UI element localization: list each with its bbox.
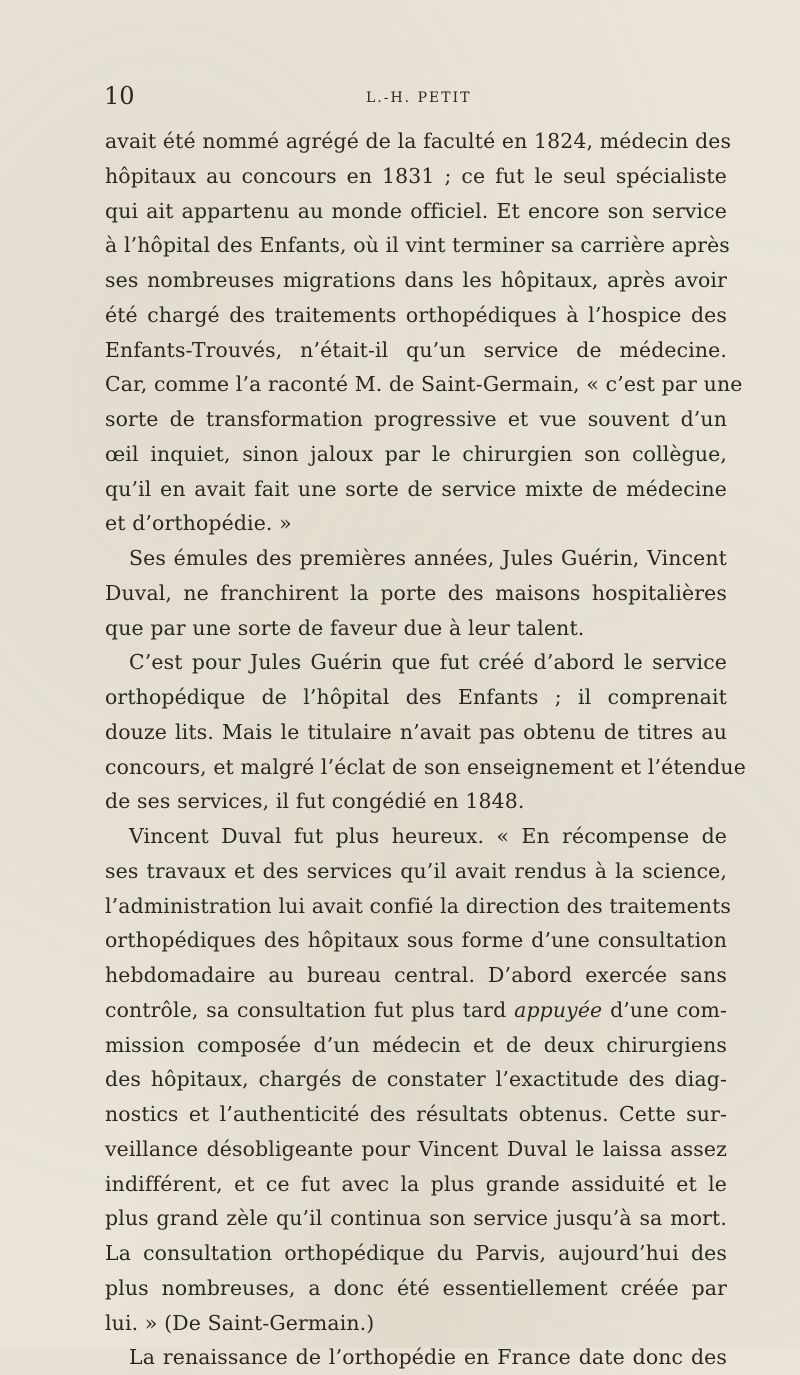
text-line: La renaissance de l’orthopédie en France date donc des [129, 1345, 727, 1370]
text-line: mission composée d’un médecin et de deux chirurgiens [105, 1032, 727, 1057]
text-line: de ses services, il fut congédié en 1848. [105, 789, 525, 814]
text-line: indifférent, et ce fut avec la plus grande assiduité et le [105, 1171, 727, 1196]
text-line: avait été nommé agrégé de la faculté en 1824, médecin des [105, 129, 732, 153]
text-line: veillance désobligeante pour Vincent Duval le laissa assez [105, 1136, 727, 1161]
text-line: Duval, ne franchirent la porte des maisons hospitalières [105, 580, 727, 605]
text-line: Ses émules des premières années, Jules Guérin, Vincent [129, 546, 727, 570]
text-line: orthopédiques des hôpitaux sous forme d’une consultation [105, 928, 727, 953]
running-head: L.-H. PETIT [366, 90, 472, 106]
text-line: qui ait appartenu au monde officiel. Et encore son service [105, 198, 727, 223]
text-line: La consultation orthopédique du Parvis, aujourd’hui des [105, 1241, 727, 1265]
text-line: plus grand zèle qu’il continua son service jusqu’à sa mort. [105, 1206, 727, 1231]
text-line: à l’hôpital des Enfants, où il vint terminer sa carrière après [105, 233, 730, 258]
text-line: que par une sorte de faveur due à leur talent. [105, 615, 585, 640]
text-line: hôpitaux au concours en 1831 ; ce fut le seul spécialiste [105, 163, 727, 188]
page-number: 10 [104, 82, 135, 110]
text-line: Vincent Duval fut plus heureux. « En récompense de [129, 824, 727, 848]
text-line: hebdomadaire au bureau central. D’abord exercée sans [105, 963, 727, 987]
italic-text: appuyée [514, 997, 603, 1022]
text-line: C’est pour Jules Guérin que fut créé d’abord le service [129, 650, 727, 675]
body-text [105, 124, 746, 1375]
text-line: œil inquiet, sinon jaloux par le chirurgien son collègue, [105, 441, 727, 466]
text-line: douze lits. Mais le titulaire n’avait pas obtenu de titres au [105, 719, 727, 744]
text-line: Enfants-Trouvés, n’était-il qu’un service de médecine. [105, 337, 727, 362]
text-line: été chargé des traitements orthopédiques à l’hospice des [105, 302, 727, 327]
text-line: lui. » (De Saint-Germain.) [105, 1310, 375, 1335]
text-line: qu’il en avait fait une sorte de service mixte de médecine [105, 476, 727, 501]
text-line [105, 993, 727, 1028]
text-line: nostics et l’authenticité des résultats obtenus. Cette sur- [105, 1102, 727, 1126]
text-line: concours, et malgré l’éclat de son enseignement et l’étendue [105, 754, 746, 779]
text-run: d’une com- [602, 997, 727, 1022]
text-line: ses travaux et des services qu’il avait rendus à la science, [105, 858, 727, 883]
text-line: orthopédique de l’hôpital des Enfants ; il comprenait [105, 685, 727, 709]
text-line: des hôpitaux, chargés de constater l’exactitude des diag- [105, 1067, 727, 1092]
page-header [104, 78, 726, 114]
text-line: et d’orthopédie. » [105, 511, 292, 536]
text-run: contrôle, sa consultation fut plus tard [105, 997, 515, 1022]
text-line: l’administration lui avait confié la direction des traitements [105, 893, 732, 918]
text-line: sorte de transformation progressive et vue souvent d’un [105, 407, 727, 431]
text-line: Car, comme l’a raconté M. de Saint-Germain, « c’est par une [105, 372, 743, 397]
text-line: ses nombreuses migrations dans les hôpitaux, après avoir [105, 268, 727, 292]
text-line: plus nombreuses, a donc été essentiellement créée par [105, 1275, 727, 1300]
